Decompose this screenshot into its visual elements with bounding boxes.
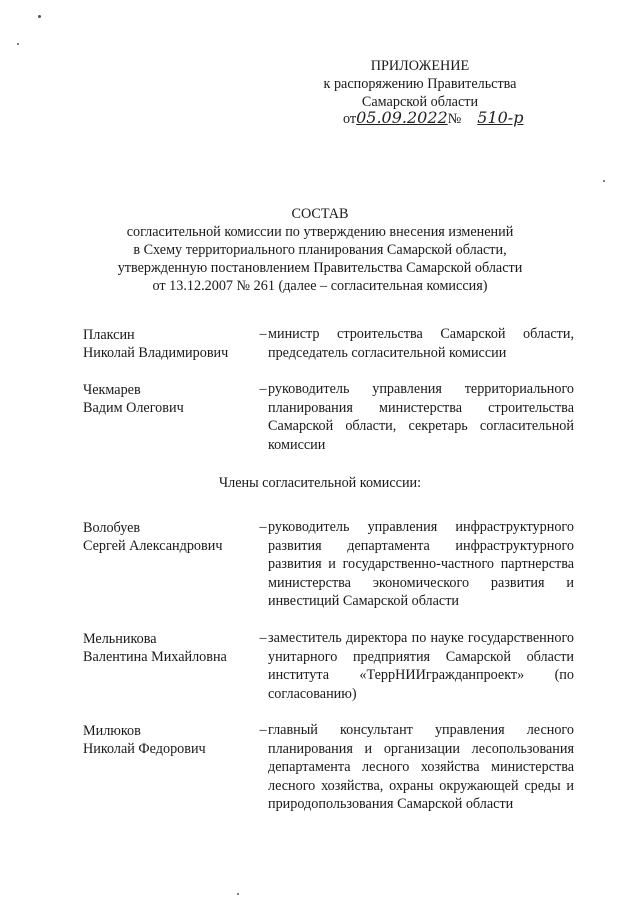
appendix-region-line: Самарской области: [361, 94, 479, 110]
secretary-name: [83, 381, 263, 417]
member-role: заместитель директора по науке государственного унитарного предприятия Самарской области института «ТеррНИИгражданпроект» (по согласованию): [268, 630, 574, 702]
scan-speck: [17, 43, 19, 45]
member-dash: –: [259, 630, 267, 646]
title-line-3: утвержденную постановлением Правительства Самарской области: [117, 260, 523, 276]
appendix-ref-line: к распоряжению Правительства: [323, 76, 517, 92]
member-surname: Милюков: [83, 723, 141, 739]
member-name: [83, 630, 263, 666]
date-prefix: от: [343, 111, 357, 127]
scan-speck: [38, 15, 41, 18]
secretary-dash: –: [259, 381, 267, 397]
secretary-role: руководитель управления территориального планирования министерства строительства Самарской области, секретарь согласительной комиссии: [268, 381, 574, 453]
member-surname: Мельникова: [83, 631, 157, 647]
chairman-dash: –: [259, 326, 267, 342]
member-dash: –: [259, 519, 267, 535]
secretary-surname: Чекмарев: [83, 382, 141, 398]
chairman-role: министр строительства Самарской области, председатель согласительной комиссии: [268, 326, 574, 361]
member-dash: –: [259, 722, 267, 738]
member-name: [83, 722, 263, 758]
handwritten-date: 05.09.2022: [356, 108, 448, 127]
members-heading: Члены согласительной комиссии:: [218, 475, 422, 491]
scan-speck: [603, 180, 605, 182]
title-line-4: от 13.12.2007 № 261 (далее – согласительная комиссия): [152, 278, 488, 294]
member-given-names: Валентина Михайловна: [83, 649, 227, 665]
secretary-given-names: Вадим Олегович: [83, 400, 184, 416]
number-sign: №: [447, 111, 462, 127]
member-name: [83, 519, 263, 555]
document-heading: СОСТАВ: [291, 206, 349, 222]
appendix-label: ПРИЛОЖЕНИЕ: [370, 58, 470, 74]
scan-speck: [237, 893, 239, 895]
title-line-1: согласительной комиссии по утверждению внесения изменений: [126, 224, 514, 240]
chairman-given-names: Николай Владимирович: [83, 345, 229, 361]
chairman-surname: Плаксин: [83, 327, 135, 343]
member-role: руководитель управления инфраструктурного развития департамента инфраструктурного развития и государственно-частного партнерства министерства экономического развития и инвестиций Самарской области: [268, 519, 574, 610]
title-line-2: в Схему территориального планирования Самарской области,: [133, 242, 507, 258]
member-surname: Волобуев: [83, 520, 141, 536]
member-role: главный консультант управления лесного планирования и организации лесопользования департамента лесного хозяйства министерства лесного хозяйства, охраны окружающей среды и природопользования Самарской области: [268, 722, 574, 813]
member-given-names: Николай Федорович: [83, 741, 206, 757]
date-number-line: [343, 109, 523, 128]
member-given-names: Сергей Александрович: [83, 538, 223, 554]
chairman-name: [83, 326, 263, 362]
handwritten-number: 510-р: [477, 108, 524, 127]
